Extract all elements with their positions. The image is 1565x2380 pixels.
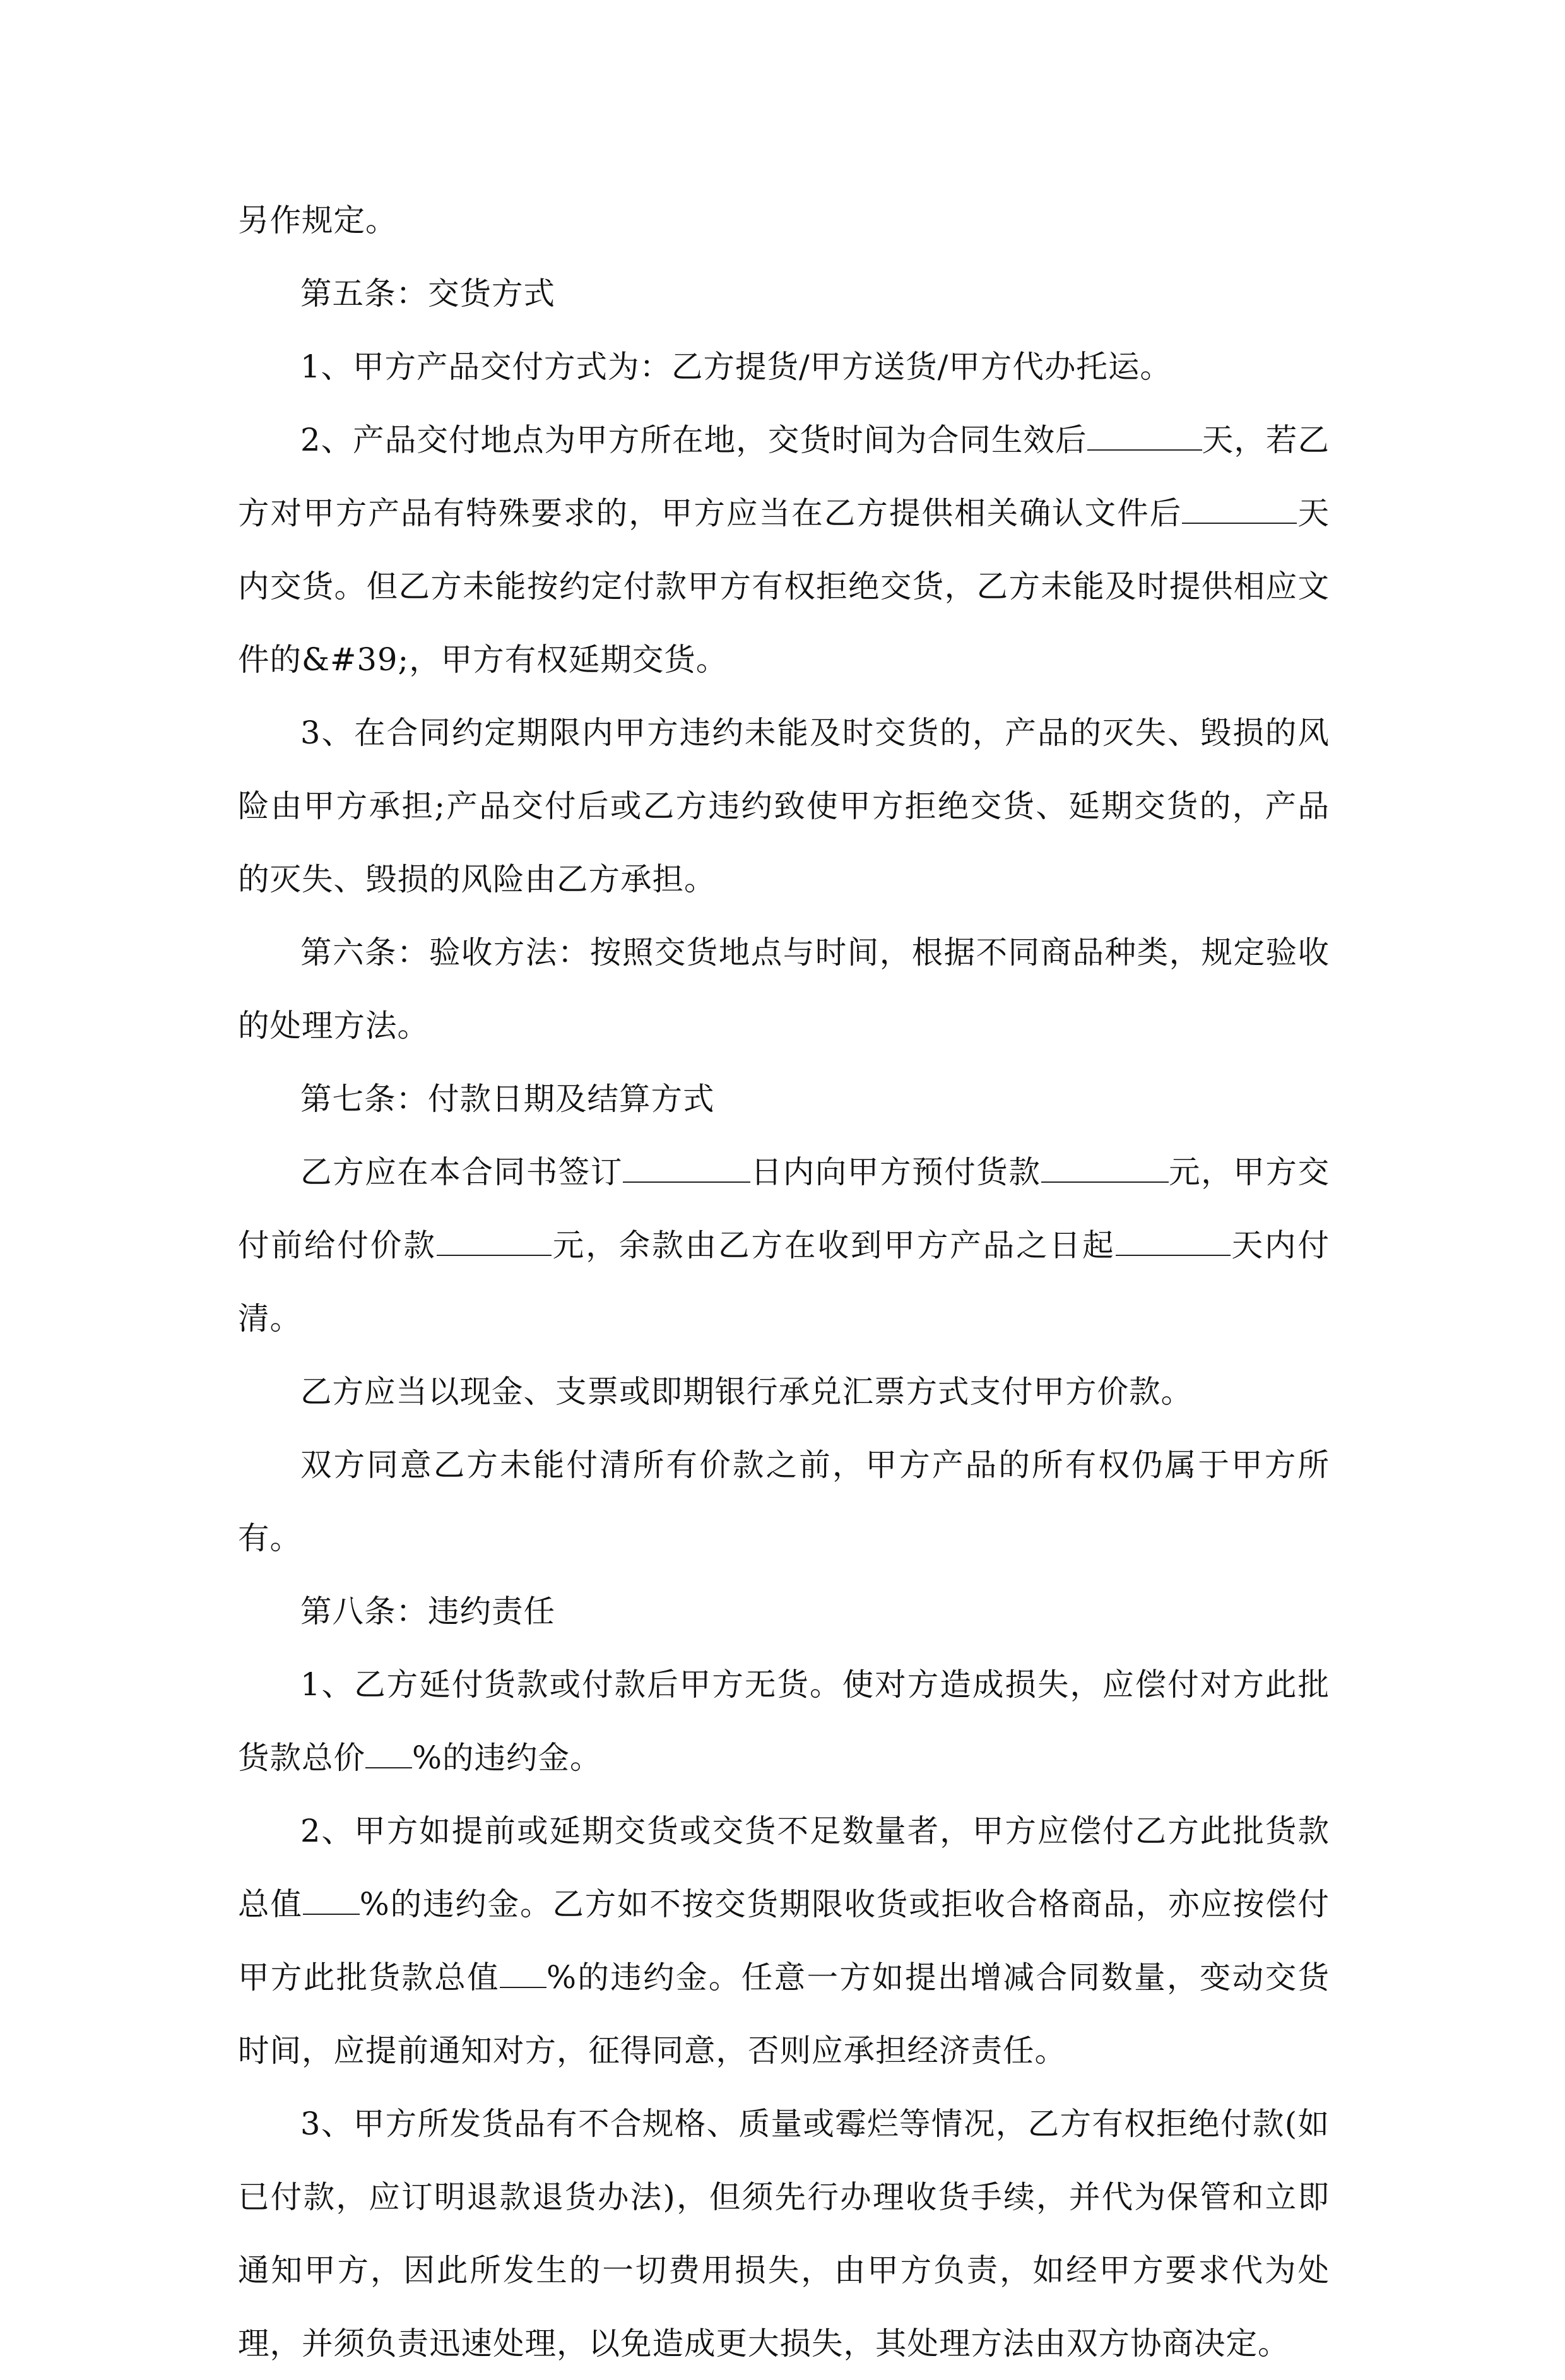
text: %的违约金。乙方如不按交货期限收货或拒收合格商品，亦应按偿付甲方此批货款总值 [238,1886,1330,1996]
clause-7-payment [238,1135,1330,1355]
fill-in-blank [437,1227,552,1256]
text: 元，甲方交付前给付价款 [238,1154,1330,1264]
text: 第七条：付款日期及结算方式 [300,1080,715,1117]
text: 乙方应在本合同书签订 [300,1154,623,1190]
clause-8-1 [238,1648,1330,1794]
text: 3、甲方所发货品有不合规格、质量或霉烂等情况，乙方有权拒绝付款(如已付款，应订明退款退货办法)，但须先行办理收货手续，并代为保管和立即通知甲方，因此所发生的一切费用损失，由甲方负责，如经甲方要求代为处理，并须负责迅速处理，以免造成更大损失，其处理方法由双方协商决定。 [238,2105,1330,2362]
clause-5-1 [238,330,1330,403]
fill-in-blank [1087,422,1202,451]
fill-in-blank [1182,495,1297,524]
text: 第五条：交货方式 [300,275,555,312]
fill-in-blank [1041,1154,1169,1183]
text: 2、甲方如提前或延期交货或交货不足数量者，甲方应偿付乙方此批货款总值 [238,1813,1330,1922]
contract-body [238,184,1330,2380]
clause-8-3 [238,2087,1330,2380]
article-5-heading [238,257,1330,330]
text: 1、甲方产品交付方式为：乙方提货/甲方送货/甲方代办托运。 [300,348,1172,385]
clause-5-2 [238,403,1330,696]
text: %的违约金。 [412,1739,602,1776]
fill-in-blank [1116,1227,1231,1256]
text: 另作规定。 [238,202,398,239]
text: 第六条：验收方法：按照交货地点与时间，根据不同商品种类，规定验收的处理方法。 [238,934,1330,1044]
text: 1、乙方延付货款或付款后甲方无货。使对方造成损失，应偿付对方此批货款总价 [238,1666,1330,1776]
clause-5-3 [238,696,1330,916]
clause-7-ownership [238,1428,1330,1575]
article-6 [238,916,1330,1062]
article-7-heading [238,1062,1330,1135]
text: 第八条：违约责任 [300,1593,555,1630]
article-8-heading [238,1575,1330,1648]
paragraph-continuation [238,184,1330,257]
clause-8-2 [238,1794,1330,2087]
text: %的违约金。任意一方如提出增减合同数量，变动交货时间，应提前通知对方，征得同意，否则应承担经济责任。 [238,1959,1330,2069]
text: 2、产品交付地点为甲方所在地，交货时间为合同生效后 [300,422,1087,458]
text: 天内交货。但乙方未能按约定付款甲方有权拒绝交货，乙方未能及时提供相应文件的&#39;，甲方有权延期交货。 [238,495,1330,678]
text: 天，若乙方对甲方产品有特殊要求的，甲方应当在乙方提供相关确认文件后 [238,422,1330,531]
text: 乙方应当以现金、支票或即期银行承兑汇票方式支付甲方价款。 [300,1373,1193,1410]
text: 天内付清。 [238,1227,1330,1337]
text: 3、在合同约定期限内甲方违约未能及时交货的，产品的灭失、毁损的风险由甲方承担;产品交付后或乙方违约致使甲方拒绝交货、延期交货的，产品的灭失、毁损的风险由乙方承担。 [238,714,1330,897]
text: 双方同意乙方未能付清所有价款之前，甲方产品的所有权仍属于甲方所有。 [238,1447,1330,1556]
fill-in-blank [623,1154,750,1183]
clause-7-method [238,1355,1330,1428]
fill-in-blank [500,1959,546,1988]
text: 日内向甲方预付货款 [750,1154,1041,1190]
text: 元，余款由乙方在收到甲方产品之日起 [551,1227,1116,1264]
fill-in-blank [365,1739,412,1768]
fill-in-blank [303,1886,360,1915]
